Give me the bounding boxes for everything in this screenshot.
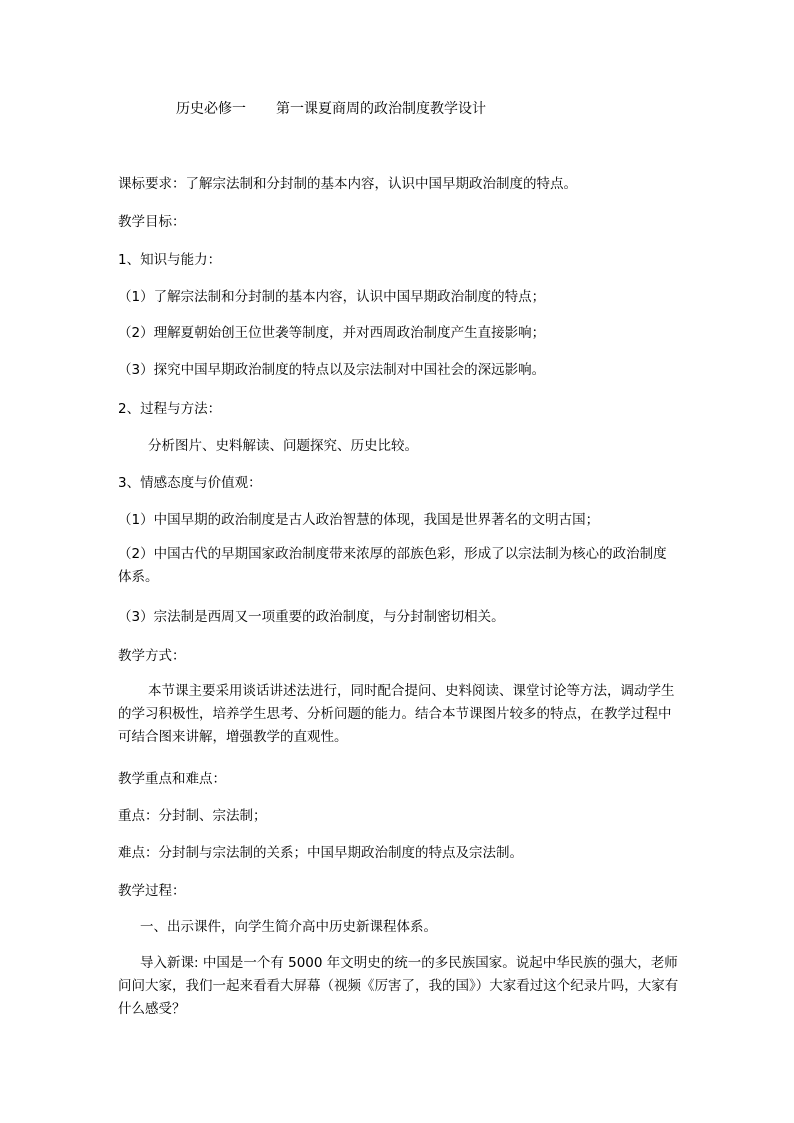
methods-text: 本节课主要采用谈话讲述法进行，同时配合提问、史料阅读、课堂讨论等方法，调动学生的学习积极性，培养学生思考、分析问题的能力。结合本节课图片较多的特点，在教学过程中可结合图来讲解，增强教学的直观性。 xyxy=(118,683,675,745)
section1-heading: 1、知识与能力： xyxy=(118,252,222,268)
title-course: 历史必修一 xyxy=(176,101,246,117)
section1-item-3: （3）探究中国早期政治制度的特点以及宗法制对中国社会的深远影响。 xyxy=(118,362,546,378)
difficulty-text: 难点：分封制与宗法制的关系；中国早期政治制度的特点及宗法制。 xyxy=(118,845,523,861)
title-lesson: 第一课夏商周的政治制度教学设计 xyxy=(276,101,486,117)
intro-text: 导入新课: 中国是一个有 5000 年文明史的统一的多民族国家。说起中华民族的强大，老师问问大家，我们一起来看看大屏幕（视频《厉害了，我的国》）大家看过这个纪录片吗，大家有什么感受？ xyxy=(118,955,679,1017)
document-title xyxy=(176,99,486,119)
section3-heading: 3、情感态度与价值观： xyxy=(118,475,262,491)
keypoints-text: 重点：分封制、宗法制； xyxy=(118,808,267,824)
section3-item-3: （3）宗法制是西周又一项重要的政治制度，与分封制密切相关。 xyxy=(118,609,505,625)
section3-item-1: （1）中国早期的政治制度是古人政治智慧的体现，我国是世界著名的文明古国； xyxy=(118,512,600,528)
section1-item-1: （1）了解宗法制和分封制的基本内容，认识中国早期政治制度的特点； xyxy=(118,289,546,305)
section3-item-2: （2）中国古代的早期国家政治制度带来浓厚的部族色彩，形成了以宗法制为核心的政治制度体系。 xyxy=(118,546,667,585)
keypoints-heading: 教学重点和难点： xyxy=(118,771,226,787)
section2-text: 分析图片、史料解读、问题探究、历史比较。 xyxy=(148,438,418,454)
section2-heading: 2、过程与方法： xyxy=(118,401,222,417)
process-heading: 教学过程： xyxy=(118,883,186,899)
process-step-1: 一、出示课件，向学生简介高中历史新课程体系。 xyxy=(140,919,437,935)
section1-item-2: （2）理解夏朝始创王位世袭等制度，并对西周政治制度产生直接影响； xyxy=(118,325,546,341)
objectives-heading: 教学目标： xyxy=(118,214,186,230)
curriculum-standard: 课标要求：了解宗法制和分封制的基本内容，认识中国早期政治制度的特点。 xyxy=(118,176,577,192)
methods-heading: 教学方式： xyxy=(118,648,186,664)
